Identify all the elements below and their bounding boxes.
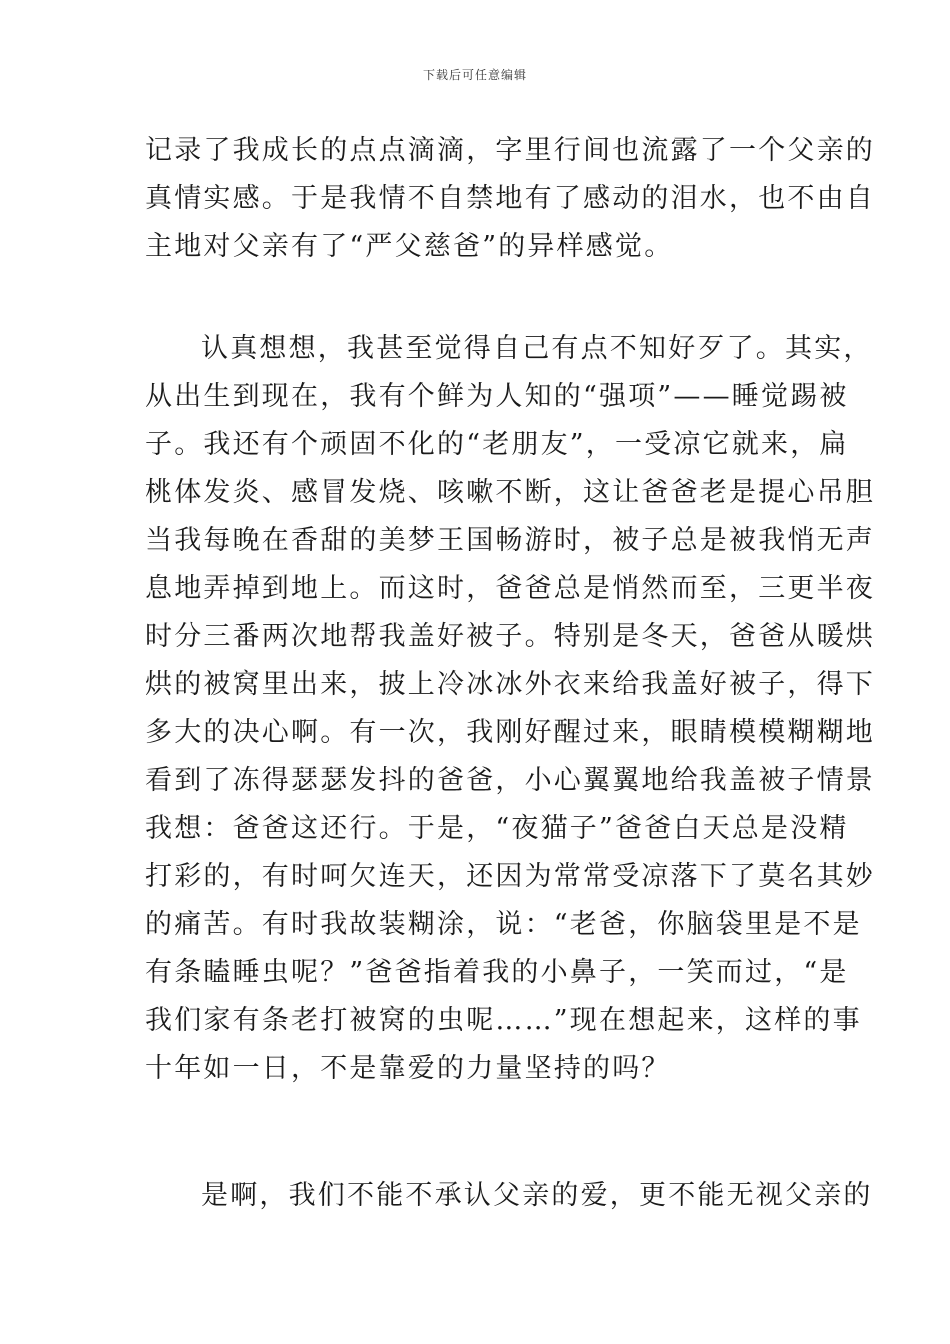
paragraph-line: 记录了我成长的点点滴滴，字里行间也流露了一个父亲的: [145, 135, 875, 166]
paragraph-line: 十年如一日，不是靠爱的力量坚持的吗？: [145, 1053, 671, 1084]
paragraph-line: 主地对父亲有了“严父慈爸”的异样感觉。: [145, 231, 674, 262]
paragraph-line: 息地弄掉到地上。而这时，爸爸总是悄然而至，三更半夜: [145, 573, 875, 604]
paragraph-line: 从出生到现在，我有个鲜为人知的“强项”——睡觉踢被: [145, 381, 849, 412]
paragraph-line: 当我每晚在香甜的美梦王国畅游时，被子总是被我悄无声: [145, 525, 875, 556]
paragraph-line: 看到了冻得瑟瑟发抖的爸爸，小心翼翼地给我盖被子情景: [145, 765, 875, 796]
paragraph-line: 多大的决心啊。有一次，我刚好醒过来，眼睛模模糊糊地: [145, 717, 875, 748]
paragraph-line: 是啊，我们不能不承认父亲的爱，更不能无视父亲的: [201, 1180, 873, 1211]
paragraph-line: 认真想想，我甚至觉得自己有点不知好歹了。其实，: [201, 333, 873, 364]
paragraph-1: [145, 127, 875, 271]
paragraph-3: [145, 1172, 873, 1220]
paragraph-line: 我们家有条老打被窝的虫呢……”现在想起来，这样的事: [145, 1005, 862, 1036]
paragraph-line: 的痛苦。有时我故装糊涂，说：“老爸，你脑袋里是不是: [145, 909, 862, 940]
paragraph-line: 我想：爸爸这还行。于是，“夜猫子”爸爸白天总是没精: [145, 813, 849, 844]
paragraph-line: 真情实感。于是我情不自禁地有了感动的泪水，也不由自: [145, 183, 875, 214]
paragraph-line: 有条瞌睡虫呢？”爸爸指着我的小鼻子，一笑而过，“是: [145, 957, 849, 988]
paragraph-2: [145, 325, 875, 1093]
page-header-note: 下载后可任意编辑: [422, 68, 527, 82]
paragraph-line: 桃体发炎、感冒发烧、咳嗽不断，这让爸爸老是提心吊胆: [145, 477, 875, 508]
paragraph-line: 打彩的，有时呵欠连天，还因为常常受凉落下了莫名其妙: [145, 861, 875, 892]
paragraph-line: 烘的被窝里出来，披上冷冰冰外衣来给我盖好被子，得下: [145, 669, 875, 700]
paragraph-line: 子。我还有个顽固不化的“老朋友”，一受凉它就来，扁: [145, 429, 849, 460]
paragraph-line: 时分三番两次地帮我盖好被子。特别是冬天，爸爸从暖烘: [145, 621, 875, 652]
